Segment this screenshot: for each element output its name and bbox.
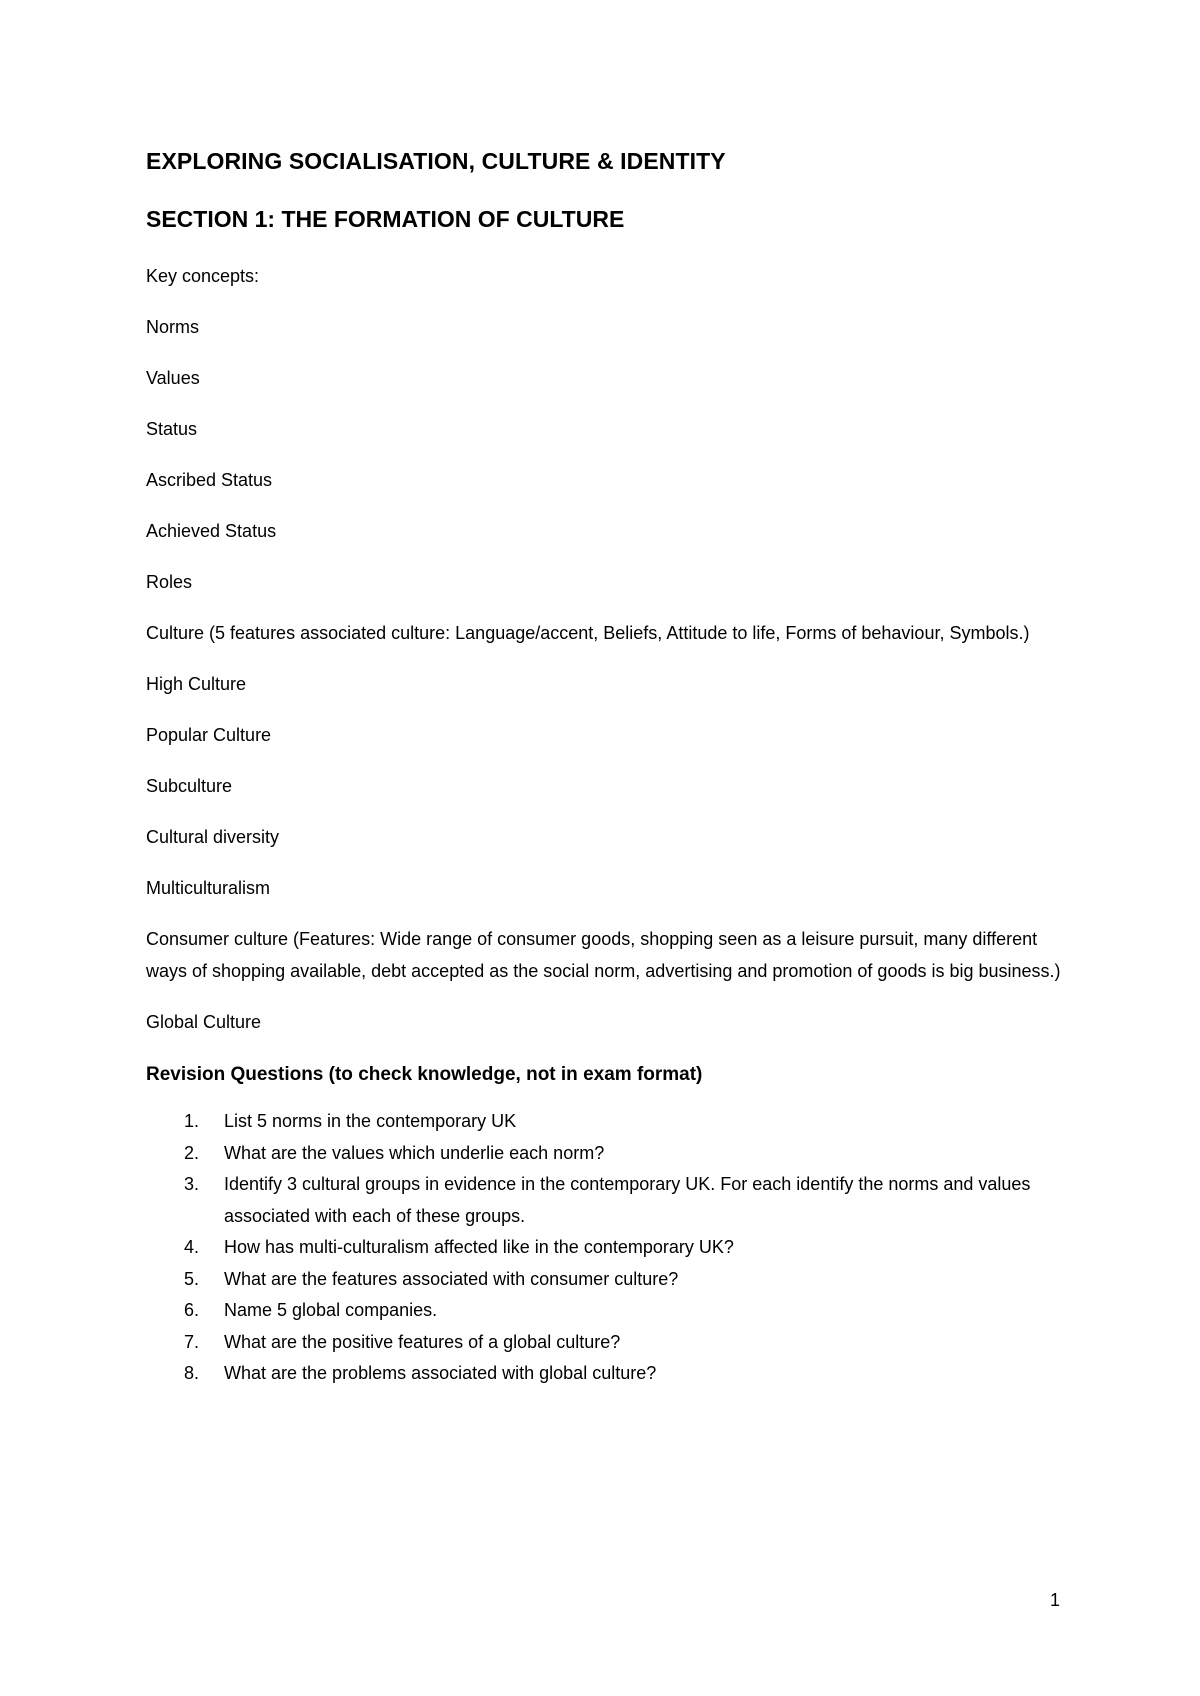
concept-list bbox=[146, 311, 1076, 1038]
revision-questions-heading: Revision Questions (to check knowledge, not in exam format) bbox=[146, 1064, 703, 1085]
question-number: 3. bbox=[184, 1174, 200, 1194]
question-number: 1. bbox=[184, 1111, 200, 1131]
revision-question-list bbox=[146, 1106, 1076, 1390]
concept-item: Multiculturalism bbox=[146, 878, 271, 898]
concept-item: Achieved Status bbox=[146, 521, 277, 541]
key-concepts-label: Key concepts: bbox=[146, 266, 260, 286]
page-content bbox=[146, 146, 1076, 1390]
question-number: 7. bbox=[184, 1331, 200, 1352]
document-title: EXPLORING SOCIALISATION, CULTURE & IDENTITY bbox=[146, 148, 726, 174]
concept-item: Ascribed Status bbox=[146, 470, 273, 490]
question-number: 4. bbox=[184, 1237, 200, 1257]
concept-item: Consumer culture (Features: Wide range of consumer goods, shopping seen as a leisure pursuit, many different ways of shopping available, debt accepted as the social norm, advertising and promotion of goods is big business.) bbox=[146, 929, 1061, 981]
question-text: What are the problems associated with global culture? bbox=[224, 1363, 657, 1383]
concept-item: Values bbox=[146, 368, 200, 388]
list-item bbox=[146, 1169, 1076, 1232]
question-text: What are the values which underlie each norm? bbox=[224, 1142, 605, 1163]
section-title: SECTION 1: THE FORMATION OF CULTURE bbox=[146, 206, 625, 232]
concept-item: Culture (5 features associated culture: Language/accent, Beliefs, Attitude to life, Forms of behaviour, Symbols.) bbox=[146, 623, 1030, 643]
question-text: How has multi-culturalism affected like in the contemporary UK? bbox=[224, 1237, 734, 1257]
concept-item: High Culture bbox=[146, 674, 247, 694]
question-number: 6. bbox=[184, 1300, 200, 1320]
question-text: Identify 3 cultural groups in evidence in the contemporary UK. For each identify the norms and values associated with each of these groups. bbox=[224, 1174, 1031, 1226]
question-text: Name 5 global companies. bbox=[224, 1300, 438, 1320]
question-number: 5. bbox=[184, 1268, 200, 1289]
question-number: 8. bbox=[184, 1363, 200, 1383]
list-item bbox=[146, 1327, 1076, 1359]
concept-item: Popular Culture bbox=[146, 725, 272, 745]
question-number: 2. bbox=[184, 1142, 200, 1163]
list-item bbox=[146, 1138, 1076, 1170]
question-text: What are the features associated with consumer culture? bbox=[224, 1268, 679, 1289]
list-item bbox=[146, 1106, 1076, 1138]
list-item bbox=[146, 1295, 1076, 1327]
page-number: 1 bbox=[1050, 1590, 1061, 1610]
question-text: List 5 norms in the contemporary UK bbox=[224, 1111, 517, 1131]
list-item bbox=[146, 1264, 1076, 1296]
question-text: What are the positive features of a global culture? bbox=[224, 1331, 621, 1352]
list-item bbox=[146, 1358, 1076, 1390]
concept-item: Norms bbox=[146, 317, 199, 337]
concept-item: Cultural diversity bbox=[146, 827, 280, 847]
concept-item: Subculture bbox=[146, 776, 233, 796]
concept-item: Global Culture bbox=[146, 1012, 262, 1032]
concept-item: Status bbox=[146, 419, 198, 439]
list-item bbox=[146, 1232, 1076, 1264]
concept-item: Roles bbox=[146, 572, 193, 592]
